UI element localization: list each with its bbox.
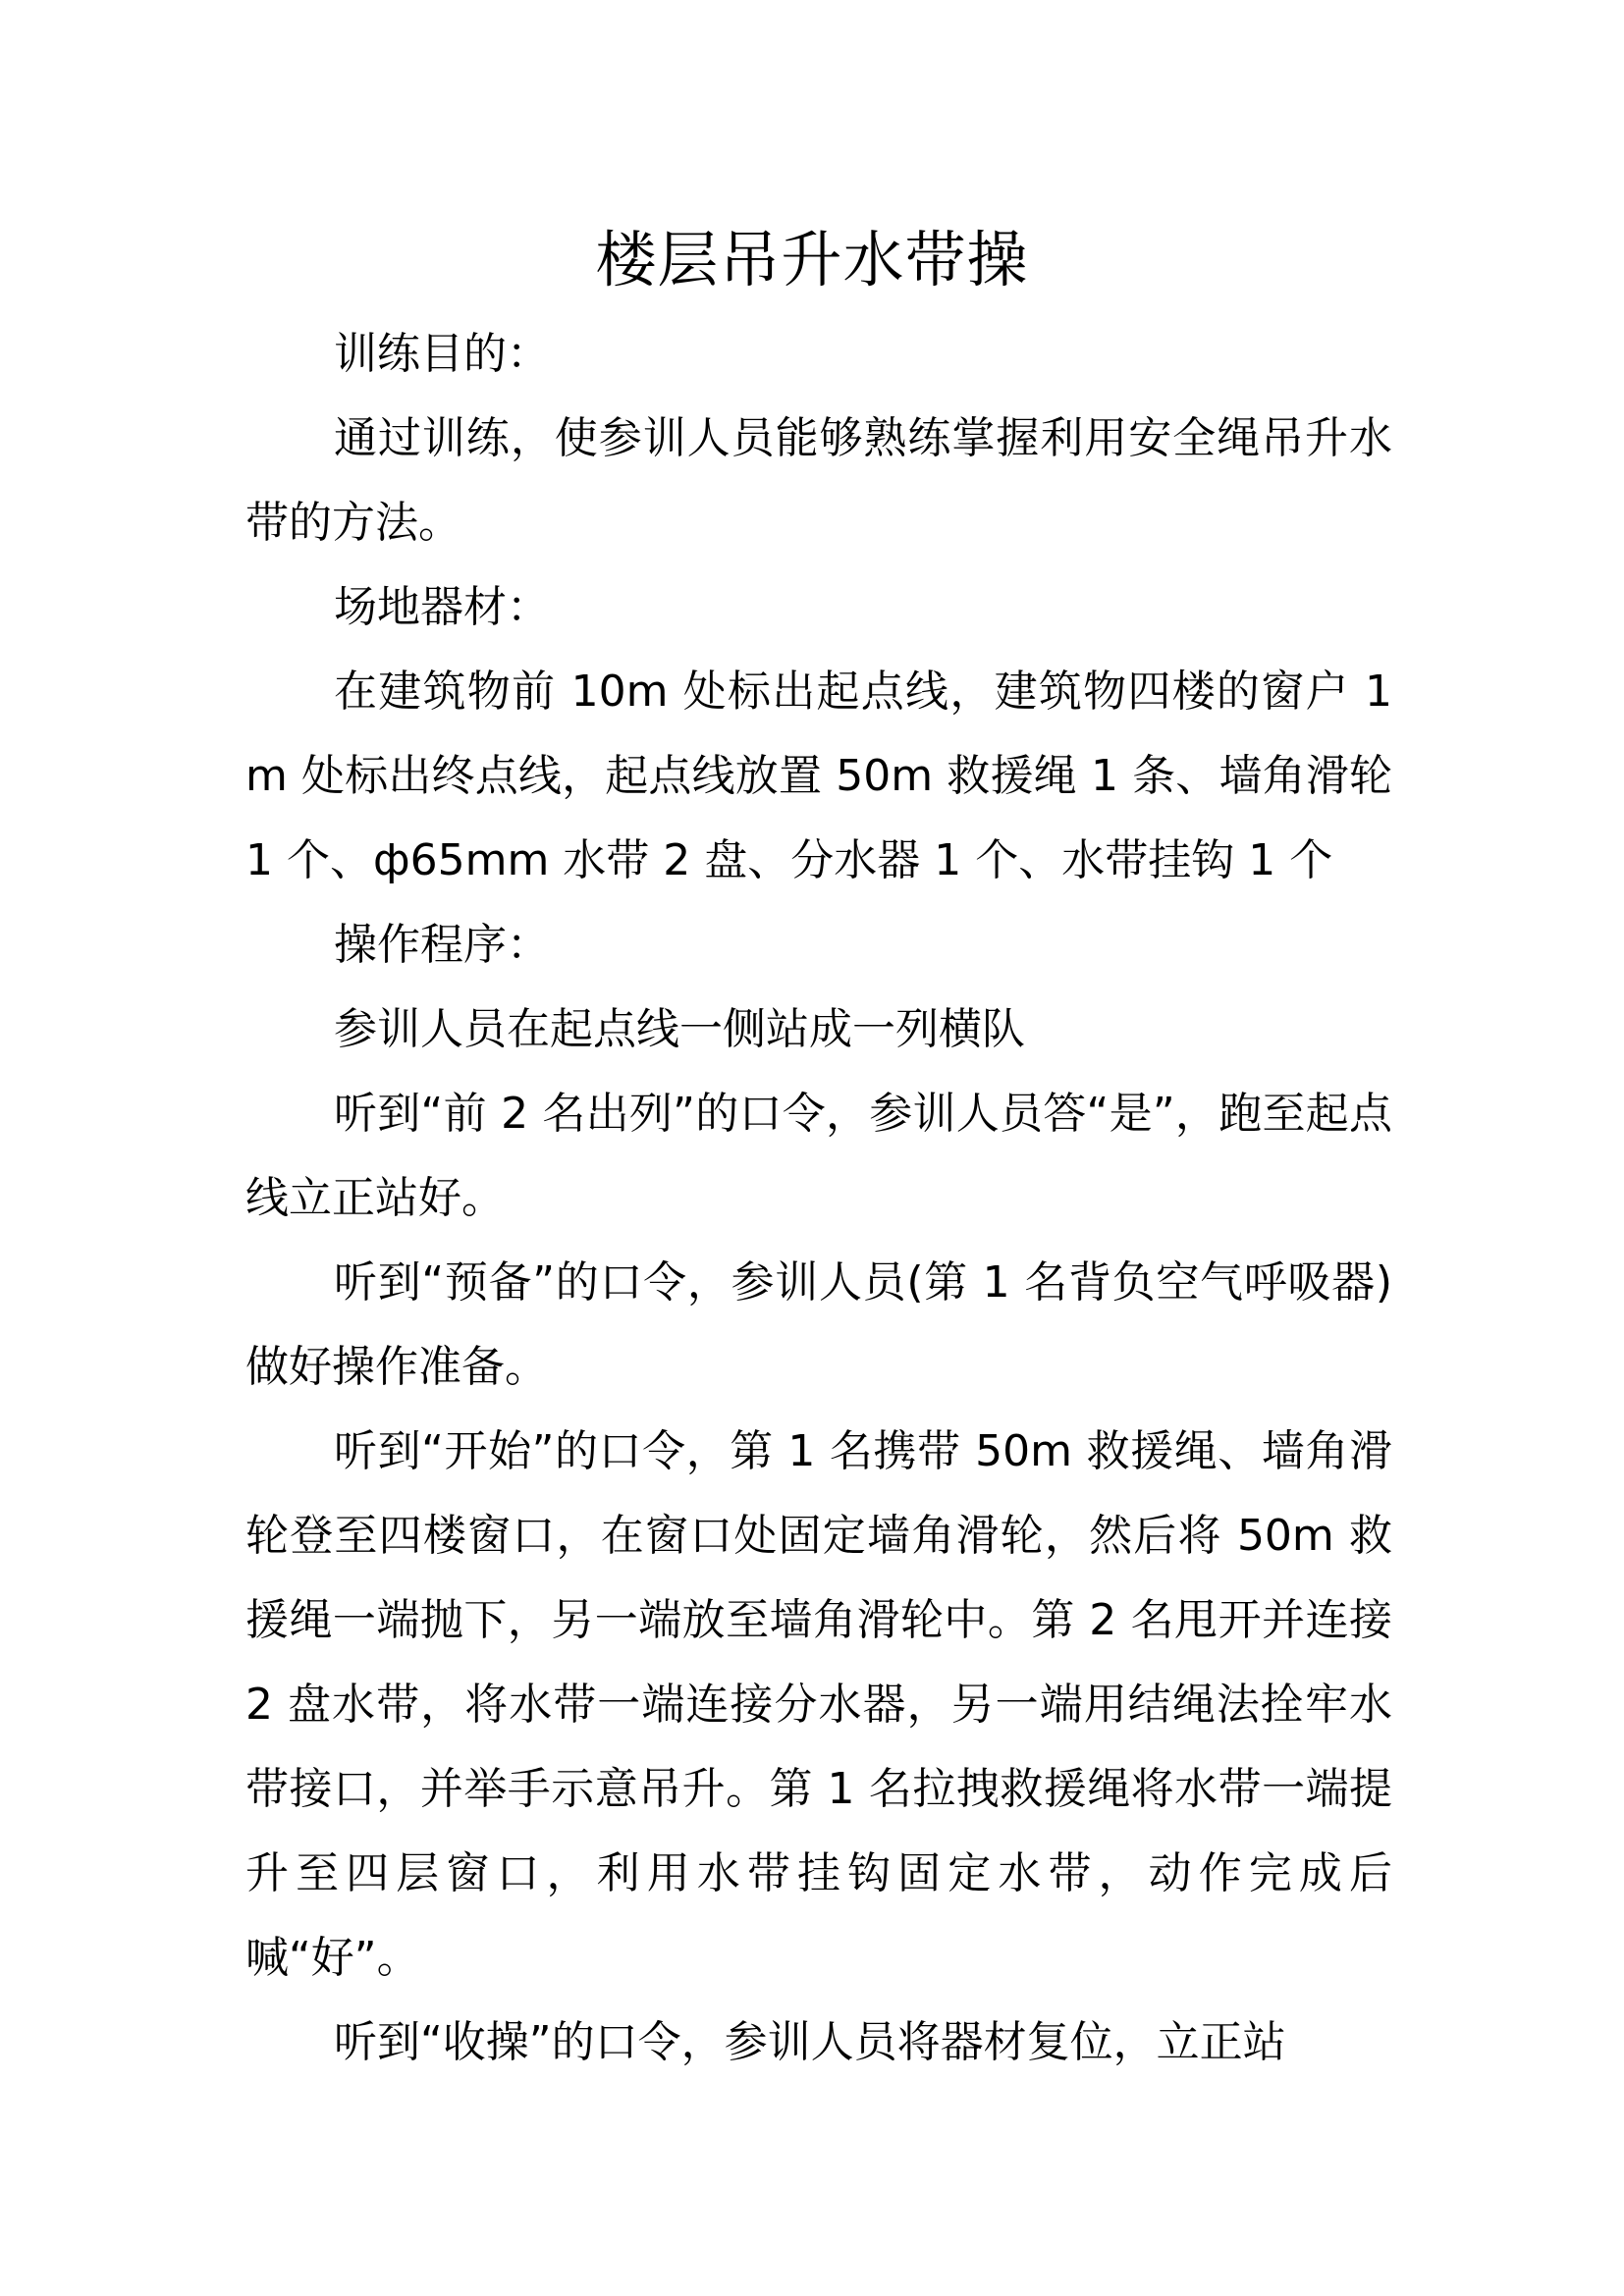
paragraph-procedure-step: 听到“开始”的口令，第 1 名携带 50m 救援绳、墙角滑轮登至四楼窗口，在窗口处固定墙角滑轮，然后将 50m 救援绳一端抛下，另一端放至墙角滑轮中。第 2 名甩开并连接 2 盘水带，将水带一端连接分水器，另一端用结绳法拴牢水带接口，并举手示意吊升。第 1 名拉拽救援绳将水带一端提升至四层窗口，利用水带挂钩固定水带，动作完成后喊“好”。 — [245, 1426, 1392, 1983]
paragraph-procedure-step: 听到“前 2 名出列”的口令，参训人员答“是”，跑至起点线立正站好。 — [245, 1089, 1392, 1223]
heading-training-purpose: 训练目的： — [334, 329, 550, 379]
paragraph-training-purpose: 通过训练，使参训人员能够熟练掌握利用安全绳吊升水带的方法。 — [245, 413, 1392, 548]
heading-operating-procedure: 操作程序： — [334, 920, 550, 970]
page-title: 楼层吊升水带操 — [595, 224, 1029, 295]
document-body — [245, 312, 1392, 2085]
paragraph-site-equipment: 在建筑物前 10m 处标出起点线，建筑物四楼的窗户 1m 处标出终点线，起点线放置 50m 救援绳 1 条、墙角滑轮 1 个、ф65mm 水带 2 盘、分水器 1 个、水带挂钩 1 个 — [245, 667, 1392, 885]
paragraph-procedure-step: 参训人员在起点线一侧站成一列横队 — [334, 1004, 1025, 1054]
paragraph-procedure-step: 听到“预备”的口令，参训人员(第 1 名背负空气呼吸器)做好操作准备。 — [245, 1257, 1392, 1392]
heading-site-equipment: 场地器材： — [334, 582, 550, 632]
paragraph-procedure-step: 听到“收操”的口令，参训人员将器材复位，立正站 — [334, 2017, 1286, 2067]
